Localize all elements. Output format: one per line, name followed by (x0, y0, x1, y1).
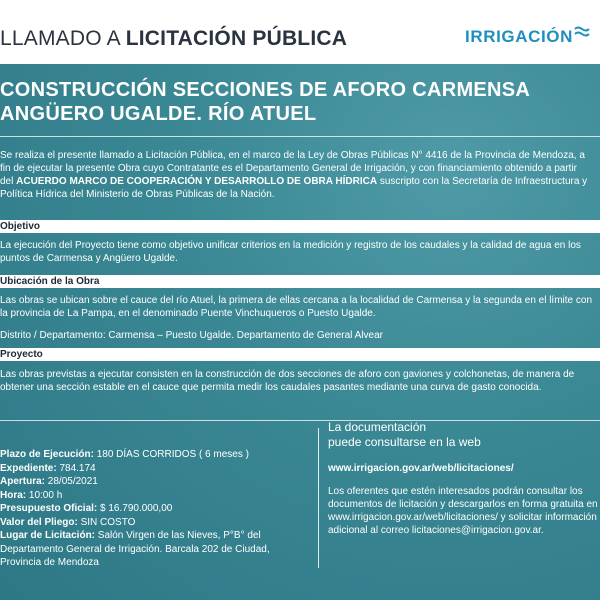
water-waves-icon (574, 25, 590, 39)
main-panel (0, 64, 600, 600)
lugar-row (0, 529, 310, 570)
expediente-label: Expediente: (0, 462, 57, 474)
expediente-row (0, 462, 310, 476)
intro-text-1: Se realiza el presente llamado a Licitación Pública, en el marco de la Ley de Obras Públicas N° 4416 de la Provincia de Mendoza, a fin de ejecutar la presente Obra cuyo Contratante es el Departamento General de Irrigación, y con financiamiento obtenido a partir del (0, 150, 585, 187)
hora-value: 10:00 h (26, 489, 63, 501)
plazo-label: Plazo de Ejecución: (0, 449, 94, 460)
presupuesto-label: Presupuesto Oficial: (0, 503, 98, 514)
header-title-bold: LICITACIÓN PÚBLICA (125, 27, 348, 50)
documentacion-heading (328, 420, 598, 450)
hora-row (0, 489, 310, 503)
presupuesto-row (0, 502, 310, 516)
project-title (0, 78, 530, 126)
hora-label: Hora: (0, 489, 27, 501)
proyecto-text: Las obras previstas a ejecutar consisten en la construcción de dos secciones de aforo con gaviones y colchonetas, de manera de obtener una sección estable en el cauce que permita medir los caudales pasantes mediante una curva de gasto conocida. (0, 369, 575, 393)
licitaciones-link[interactable]: www.irrigacion.gov.ar/web/licitaciones/ (328, 463, 514, 474)
pliego-value: SIN COSTO (77, 516, 136, 528)
documentacion-text: Los oferentes que estén interesados podrán consultar los documentos de licitación y descargarlos en forma gratuita en www.irrigacion.gov.ar/web/licitaciones/ y solicitar información adicional al correo licitaciones@irrigacion.gov.ar. (328, 486, 598, 536)
documentacion-box (328, 420, 598, 537)
apertura-value: 28/05/2021 (45, 476, 98, 487)
apertura-row (0, 475, 310, 489)
pliego-row (0, 516, 310, 530)
expediente-value: 784.174 (56, 462, 96, 474)
lugar-label: Lugar de Licitación: (0, 530, 96, 541)
logo-text: IRRIGACIÓN (465, 27, 573, 46)
vertical-divider (318, 428, 319, 568)
plazo-value: 180 DÍAS CORRIDOS ( 6 meses ) (93, 449, 249, 460)
intro-paragraph (0, 149, 592, 201)
intro-bold: ACUERDO MARCO DE COOPERACIÓN Y DESARROLLO DE OBRA HÍDRICA (16, 176, 378, 187)
intro-text-2: suscripto con la Secretaría de Infraestructura y Política Hídrica del Ministerio de Obras Públicas de la Nación. (0, 176, 588, 200)
header-bar (0, 0, 600, 64)
proyecto-heading: Proyecto (0, 348, 600, 361)
plazo-row (0, 448, 310, 462)
ubicacion-heading: Ubicación de la Obra (0, 275, 600, 288)
title-divider (0, 136, 600, 137)
objetivo-text: La ejecución del Proyecto tiene como objetivo unificar criterios en la medición y registro de los caudales y la calidad de agua en los puntos de Carmensa y Angüero Ugalde. (0, 240, 581, 264)
doc-heading-line-1: La documentación (328, 420, 427, 434)
irrigacion-logo (465, 27, 590, 47)
header-title-prefix: LLAMADO A (0, 27, 126, 50)
apertura-label: Apertura: (0, 476, 46, 487)
ubicacion-text: Las obras se ubican sobre el cauce del río Atuel, la primera de ellas cercana a la localidad de Carmensa y la segunda en el límite con la provincia de La Pampa, en el denominado Puente Vinchuqueros o Puesto Ugalde. (0, 295, 593, 319)
distrito-text: Distrito / Departamento: Carmensa – Puesto Ugalde. Departamento de General Alvear (0, 330, 383, 341)
page-header-title (0, 27, 347, 51)
objetivo-heading: Objetivo (0, 220, 600, 233)
title-line-1: CONSTRUCCIÓN SECCIONES DE AFORO CARMENSA (0, 79, 531, 101)
doc-heading-line-2: puede consultarse en la web (328, 435, 481, 449)
pliego-label: Valor del Pliego: (0, 516, 78, 528)
licitacion-details (0, 448, 310, 570)
lugar-value: Salón Virgen de las Nieves, P°B° del Departamento General de Irrigación. Barcala 202 de Ciudad, Provincia de Mendoza (0, 530, 270, 568)
presupuesto-value: $ 16.790.000,00 (97, 503, 173, 514)
title-line-2: ANGÜERO UGALDE. RÍO ATUEL (0, 103, 317, 125)
